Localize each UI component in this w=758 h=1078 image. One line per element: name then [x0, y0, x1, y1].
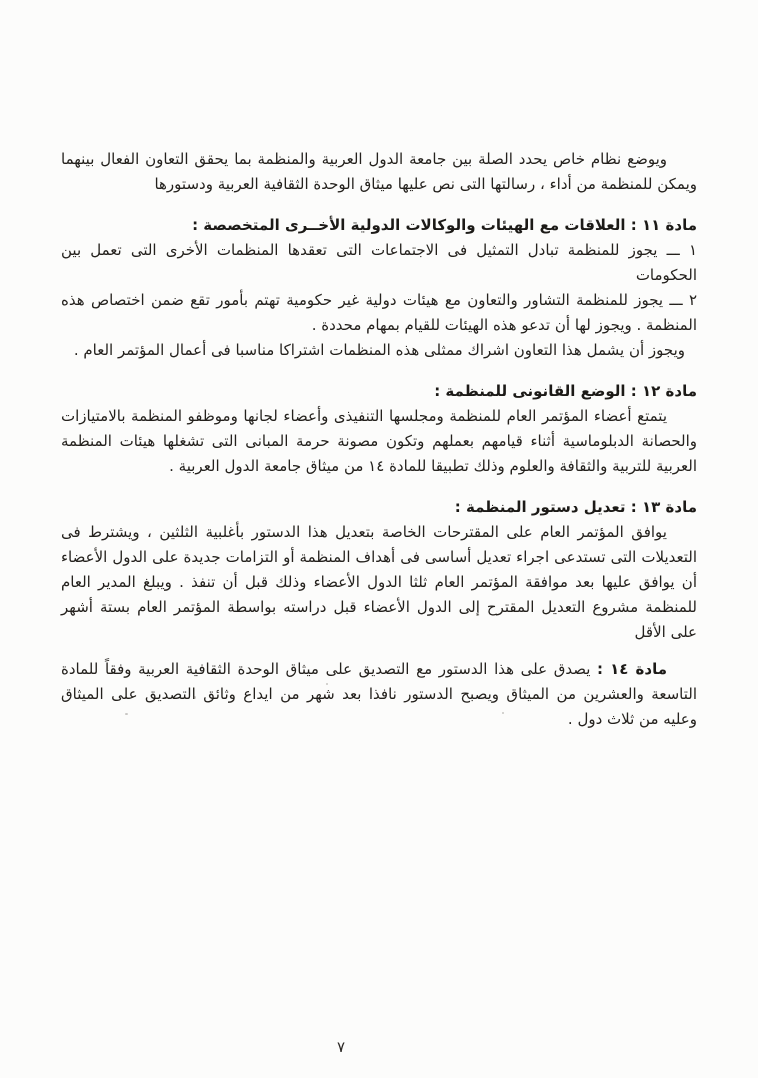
article-11-item-2: ٢ ـــ يجوز للمنظمة التشاور والتعاون مع هيئات دولية غير حكومية تهتم بأمور تقع ضمن اختصاص هذه المنظمة . ويجوز لها أن تدعو هذه الهيئات للقيام بمهام محددة .	[61, 291, 697, 334]
scan-speck	[502, 712, 504, 714]
article-11-section	[61, 213, 697, 363]
article-11-item-1: ١ ـــ يجوز للمنظمة تبادل التمثيل فى الاجتماعات التى تعقدها المنظمات الأخرى التى تعمل بين الحكومات	[61, 241, 697, 284]
article-14-label: مادة ١٤ :	[597, 660, 667, 678]
article-14-body: يصدق على هذا الدستور مع التصديق على ميثاق الوحدة الثقافية العربية وفقاً للمادة التاسعة والعشرين من الميثاق ويصبح الدستور نافذا بعد شهر من ايداع وثائق التصديق على الميثاق وعليه من ثلاث دول .	[61, 660, 697, 728]
article-11-closing-paragraph: ويجوز أن يشمل هذا التعاون اشراك ممثلى هذه المنظمات اشتراكا مناسبا فى أعمال المؤتمر العام .	[73, 341, 685, 359]
scan-speck	[193, 696, 196, 699]
article-11-heading: مادة ١١ : العلاقات مع الهيئات والوكالات الدولية الأخــرى المتخصصة :	[192, 216, 697, 234]
article-13-section	[61, 495, 697, 645]
article-12-heading: مادة ١٢ : الوضع القانونى للمنظمة :	[434, 382, 697, 400]
article-13-heading: مادة ١٣ : تعديل دستور المنظمة :	[454, 498, 697, 516]
scan-speck	[125, 713, 128, 715]
document-text-block	[61, 147, 697, 732]
scan-speck	[326, 683, 328, 685]
page-number: ٧	[336, 1038, 346, 1056]
article-14-paragraph	[61, 657, 697, 732]
intro-paragraph: ويوضع نظام خاص يحدد الصلة بين جامعة الدول العربية والمنظمة بما يحقق التعاون الفعال بينهما ويمكن للمنظمة من أداء ، رسالتها التى نص عليها ميثاق الوحدة الثقافية العربية ودستورها	[61, 150, 697, 193]
article-12-body: يتمتع أعضاء المؤتمر العام للمنظمة ومجلسها التنفيذى وأعضاء لجانها وموظفو المنظمة بالامتيازات والحصانة الدبلوماسية أثناء قيامهم بعملهم وتكون مصونة حرمة المبانى التى تشغلها هيئات المنظمة العربية للتربية والثقافة والعلوم وذلك تطبيقا للمادة ١٤ من ميثاق جامعة الدول العربية .	[61, 407, 697, 475]
article-13-body: يوافق المؤتمر العام على المقترحات الخاصة بتعديل هذا الدستور بأغلبية الثلثين ، ويشترط فى التعديلات التى تستدعى اجراء تعديل أساسى فى أهداف المنظمة أو التزامات جديدة على الدول الأعضاء أن يوافق عليها بعد موافقة المؤتمر العام ثلثا الدول الأعضاء وذلك قبل أن تنفذ . ويبلغ المدير العام للمنظمة مشروع التعديل المقترح إلى الدول الأعضاء قبل دراسته بواسطة المؤتمر العام بستة أشهر على الأقل	[61, 523, 697, 641]
article-12-section	[61, 379, 697, 479]
